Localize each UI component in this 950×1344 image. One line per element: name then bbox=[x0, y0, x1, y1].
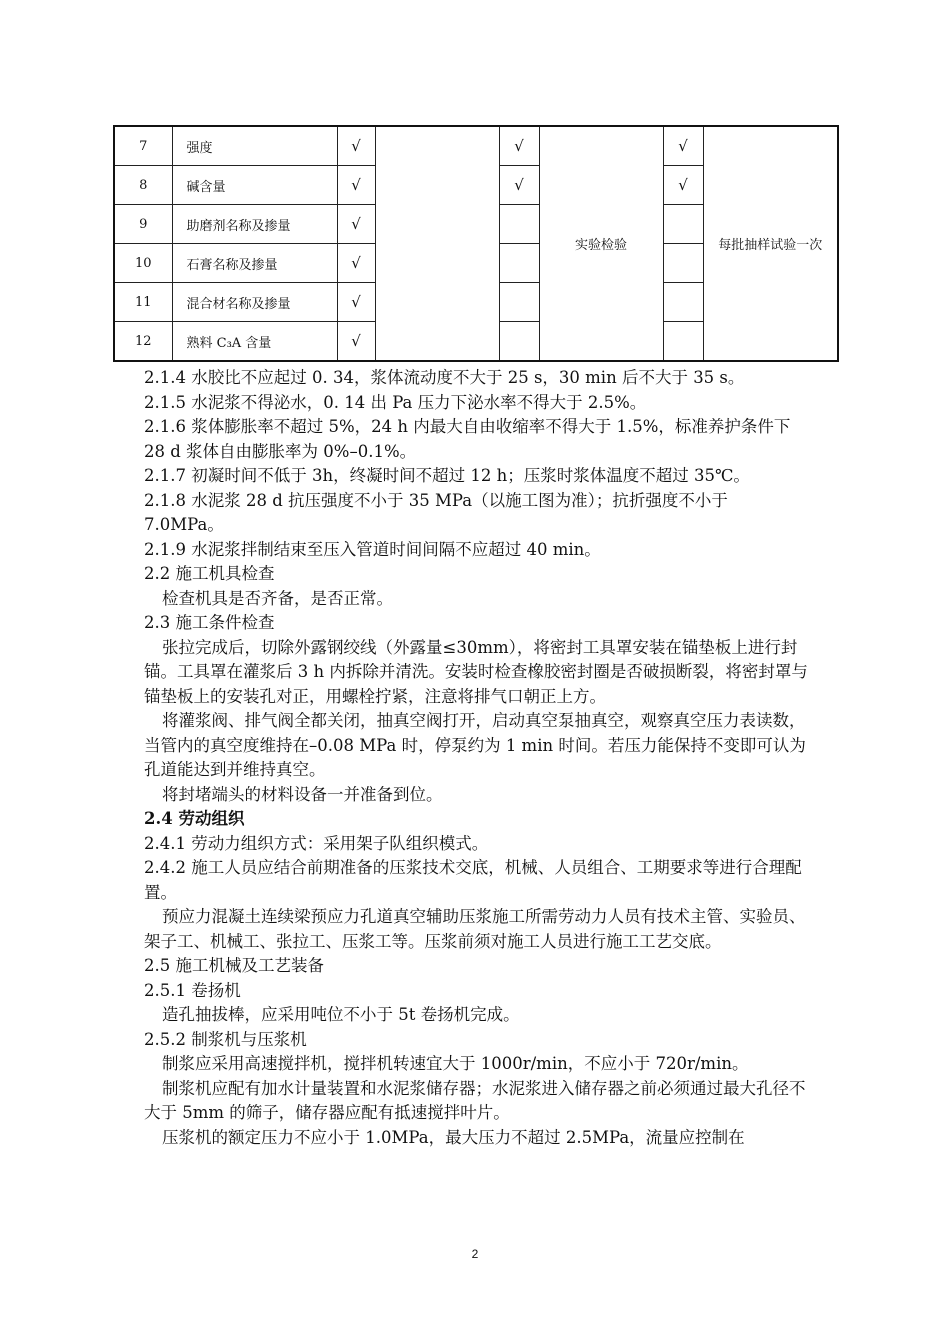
section-heading-2-5: 2.5 施工机械及工艺装备 bbox=[144, 956, 324, 975]
row-number: 12 bbox=[114, 322, 172, 362]
check-mark bbox=[499, 283, 539, 322]
check-mark bbox=[499, 244, 539, 283]
check-mark: √ bbox=[337, 283, 375, 322]
clause-2-5-2: 2.5.2 制浆机与压浆机 bbox=[144, 1029, 307, 1049]
section-heading-2-3: 2.3 施工条件检查 bbox=[144, 613, 275, 632]
paragraph: 制浆应采用高速搅拌机，搅拌机转速宜大于 1000r/min，不应小于 720r/min。 bbox=[162, 1054, 749, 1073]
clause-2-1-9: 2.1.9 水泥浆拌制结束至压入管道时间间隔不应超过 40 min。 bbox=[144, 539, 601, 559]
check-mark: √ bbox=[663, 126, 703, 166]
blank-cell bbox=[375, 126, 499, 361]
check-mark bbox=[499, 322, 539, 362]
check-mark: √ bbox=[337, 244, 375, 283]
clause-2-1-7: 2.1.7 初凝时间不低于 3h，终凝时间不超过 12 h；压浆时浆体温度不超过 35℃。 bbox=[144, 466, 750, 485]
check-mark: √ bbox=[337, 205, 375, 244]
paragraph: 造孔抽拔棒，应采用吨位不小于 5t 卷扬机完成。 bbox=[162, 1005, 520, 1024]
check-mark: √ bbox=[499, 166, 539, 205]
paragraph: 预应力混凝土连续梁预应力孔道真空辅助压浆施工所需劳动力人员有技术主管、实验员、架子工、机械工、张拉工、压浆工等。压浆前须对施工人员进行施工工艺交底。 bbox=[144, 907, 806, 951]
check-mark bbox=[663, 205, 703, 244]
paragraph: 检查机具是否齐备，是否正常。 bbox=[162, 588, 393, 608]
clause-2-1-8: 2.1.8 水泥浆 28 d 抗压强度不小于 35 MPa（以施工图为准）；抗折强度不小于 7.0MPa。 bbox=[144, 490, 728, 534]
clause-2-1-4: 2.1.4 水胶比不应起过 0. 34，浆体流动度不大于 25 s，30 min 后不大于 35 s。 bbox=[144, 368, 745, 387]
clause-2-4-1: 2.4.1 劳动力组织方式：采用架子队组织模式。 bbox=[144, 833, 489, 853]
clause-2-5-1: 2.5.1 卷扬机 bbox=[144, 980, 241, 1000]
inspection-method: 实验检验 bbox=[539, 126, 663, 361]
item-name: 熟料 C₃A 含量 bbox=[172, 322, 337, 362]
check-mark bbox=[663, 244, 703, 283]
check-mark: √ bbox=[663, 166, 703, 205]
item-name: 碱含量 bbox=[172, 166, 337, 205]
check-mark: √ bbox=[499, 126, 539, 166]
clause-2-1-5: 2.1.5 水泥浆不得泌水，0. 14 出 Pa 压力下泌水率不得大于 2.5%。 bbox=[144, 392, 647, 412]
row-number: 9 bbox=[114, 205, 172, 244]
paragraph: 张拉完成后，切除外露钢绞线（外露量≤30mm），将密封工具罩安装在锚垫板上进行封锚。工具罩在灌浆后 3 h 内拆除并清洗。安装时检查橡胶密封圈是否破损断裂，将密封罩与锚垫板上的安装孔对正，用螺栓拧紧，注意将排气口朝正上方。 bbox=[144, 637, 808, 706]
section-heading-2-2: 2.2 施工机具检查 bbox=[144, 564, 275, 583]
check-mark bbox=[663, 322, 703, 362]
check-mark: √ bbox=[337, 166, 375, 205]
check-mark: √ bbox=[337, 126, 375, 166]
body-text bbox=[144, 366, 809, 1150]
item-name: 强度 bbox=[172, 126, 337, 166]
paragraph: 压浆机的额定压力不应小于 1.0MPa，最大压力不超过 2.5MPa，流量应控制在 bbox=[162, 1127, 745, 1147]
page-number: 2 bbox=[471, 1247, 479, 1261]
row-number: 8 bbox=[114, 166, 172, 205]
clause-2-1-6: 2.1.6 浆体膨胀率不超过 5%，24 h 内最大自由收缩率不得大于 1.5%，标准养护条件下 28 d 浆体自由膨胀率为 0%–0.1%。 bbox=[144, 417, 791, 461]
section-heading-2-4: 2.4 劳动组织 bbox=[144, 809, 245, 828]
row-number: 7 bbox=[114, 126, 172, 166]
table-row bbox=[114, 126, 838, 166]
row-number: 11 bbox=[114, 283, 172, 322]
paragraph: 将灌浆阀、排气阀全都关闭，抽真空阀打开，启动真空泵抽真空，观察真空压力表读数，当管内的真空度维持在–0.08 MPa 时，停泵约为 1 min 时间。若压力能保持不变即可认为孔道能达到并维持真空。 bbox=[144, 711, 806, 779]
item-name: 石膏名称及掺量 bbox=[172, 244, 337, 283]
item-name: 混合材名称及掺量 bbox=[172, 283, 337, 322]
inspection-table bbox=[113, 125, 839, 362]
row-number: 10 bbox=[114, 244, 172, 283]
check-mark: √ bbox=[337, 322, 375, 362]
inspection-frequency: 每批抽样试验一次 bbox=[703, 126, 838, 361]
paragraph: 将封堵端头的材料设备一并准备到位。 bbox=[162, 784, 443, 804]
paragraph: 制浆机应配有加水计量装置和水泥浆储存器；水泥浆进入储存器之前必须通过最大孔径不大于 5mm 的筛子，储存器应配有抵速搅拌叶片。 bbox=[144, 1078, 806, 1122]
check-mark bbox=[663, 283, 703, 322]
clause-2-4-2: 2.4.2 施工人员应结合前期准备的压浆技术交底，机械、人员组合、工期要求等进行合理配置。 bbox=[144, 858, 802, 902]
check-mark bbox=[499, 205, 539, 244]
item-name: 助磨剂名称及掺量 bbox=[172, 205, 337, 244]
